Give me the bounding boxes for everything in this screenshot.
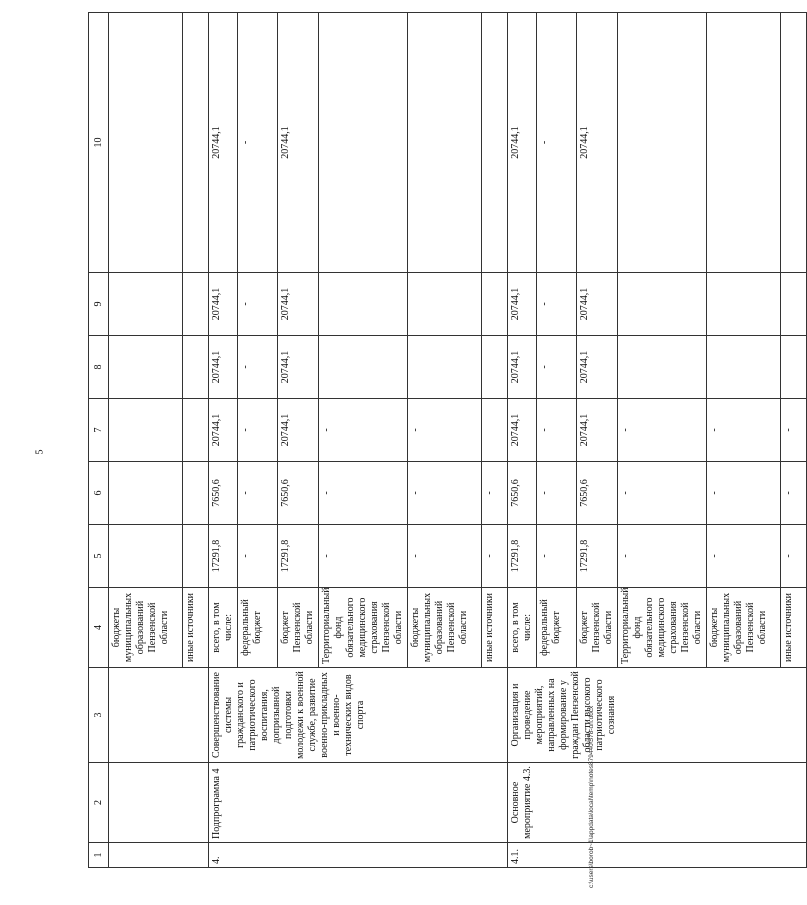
value-cell: 20744,1 bbox=[577, 13, 618, 273]
value-cell: - bbox=[781, 525, 807, 588]
source-cell: бюджеты муниципальных образований Пензенской области bbox=[109, 588, 183, 668]
value-cell: - bbox=[408, 462, 482, 525]
rotated-table-wrapper bbox=[88, 13, 794, 868]
value-cell bbox=[707, 13, 781, 273]
source-cell: бюджеты муниципальных образований Пензенской области bbox=[707, 588, 781, 668]
program-name: Подпрограмма 4 bbox=[209, 763, 508, 843]
source-cell: иные источники bbox=[482, 588, 508, 668]
value-cell: - bbox=[238, 399, 278, 462]
value-cell bbox=[109, 462, 183, 525]
value-cell: - bbox=[537, 399, 577, 462]
value-cell bbox=[183, 273, 209, 336]
file-path-footer: c:\users\borob~1\appdata\local\temp\notes879440\578-un.docx bbox=[588, 705, 595, 888]
value-cell: 20744,1 bbox=[278, 336, 319, 399]
value-cell: 17291,8 bbox=[278, 525, 319, 588]
col-header: 5 bbox=[89, 525, 109, 588]
value-cell bbox=[781, 13, 807, 273]
value-cell bbox=[319, 336, 408, 399]
value-cell: 20744,1 bbox=[508, 336, 537, 399]
value-cell bbox=[408, 336, 482, 399]
value-cell: - bbox=[238, 525, 278, 588]
value-cell bbox=[109, 336, 183, 399]
value-cell: 20744,1 bbox=[508, 13, 537, 273]
value-cell bbox=[482, 336, 508, 399]
value-cell bbox=[408, 13, 482, 273]
cell-empty bbox=[109, 668, 209, 763]
value-cell: - bbox=[537, 336, 577, 399]
source-cell: всего, в том числе: bbox=[209, 588, 238, 668]
value-cell: - bbox=[707, 525, 781, 588]
value-cell: - bbox=[707, 399, 781, 462]
source-cell: бюджет Пензенской области bbox=[278, 588, 319, 668]
value-cell bbox=[183, 462, 209, 525]
value-cell bbox=[183, 525, 209, 588]
value-cell: - bbox=[781, 462, 807, 525]
value-cell bbox=[109, 273, 183, 336]
value-cell bbox=[109, 525, 183, 588]
source-cell: Территориальный фонд обязательного медицинского страхования Пензенской области bbox=[618, 588, 707, 668]
value-cell: - bbox=[238, 462, 278, 525]
value-cell: - bbox=[618, 399, 707, 462]
value-cell: 20744,1 bbox=[278, 13, 319, 273]
value-cell bbox=[781, 336, 807, 399]
source-cell: иные источники bbox=[183, 588, 209, 668]
value-cell: 20744,1 bbox=[508, 273, 537, 336]
value-cell bbox=[618, 336, 707, 399]
table-row bbox=[508, 13, 537, 868]
header-row bbox=[89, 13, 109, 868]
financing-table bbox=[88, 12, 807, 868]
col-header: 4 bbox=[89, 588, 109, 668]
value-cell bbox=[482, 399, 508, 462]
value-cell: 20744,1 bbox=[508, 399, 537, 462]
value-cell bbox=[618, 273, 707, 336]
value-cell: - bbox=[618, 525, 707, 588]
col-header: 2 bbox=[89, 763, 109, 843]
cell-empty bbox=[109, 843, 209, 868]
row-number: 4. bbox=[209, 843, 508, 868]
value-cell bbox=[707, 336, 781, 399]
program-title: Организация и проведение мероприятий, направленных на формирование у граждан Пензенской области высокого патриотического сознания bbox=[508, 668, 807, 763]
source-cell: федеральный бюджет bbox=[537, 588, 577, 668]
col-header: 6 bbox=[89, 462, 109, 525]
source-cell: федеральный бюджет bbox=[238, 588, 278, 668]
value-cell: - bbox=[238, 273, 278, 336]
program-title: Совершенствование системы гражданского и патриотического воспитания, допризывной подготовки молодежи к военной службе, развитие военно-прикладных и военно-технических видов спорта bbox=[209, 668, 508, 763]
table-row bbox=[209, 13, 238, 868]
value-cell: - bbox=[618, 462, 707, 525]
value-cell bbox=[408, 273, 482, 336]
row-number: 4.1. bbox=[508, 843, 807, 868]
value-cell bbox=[482, 273, 508, 336]
value-cell: 20744,1 bbox=[209, 336, 238, 399]
col-header: 9 bbox=[89, 273, 109, 336]
value-cell bbox=[183, 13, 209, 273]
col-header: 10 bbox=[89, 13, 109, 273]
col-header: 7 bbox=[89, 399, 109, 462]
source-cell: всего, в том числе: bbox=[508, 588, 537, 668]
value-cell bbox=[482, 13, 508, 273]
source-cell: бюджет Пензенской области bbox=[577, 588, 618, 668]
value-cell bbox=[109, 399, 183, 462]
value-cell: - bbox=[408, 525, 482, 588]
value-cell: 20744,1 bbox=[278, 273, 319, 336]
value-cell: - bbox=[319, 525, 408, 588]
col-header: 8 bbox=[89, 336, 109, 399]
value-cell: 20744,1 bbox=[209, 13, 238, 273]
value-cell: - bbox=[537, 525, 577, 588]
value-cell: - bbox=[707, 462, 781, 525]
source-cell: Территориальный фонд обязательного медицинского страхования Пензенской области bbox=[319, 588, 408, 668]
value-cell: - bbox=[238, 13, 278, 273]
value-cell bbox=[319, 13, 408, 273]
value-cell: - bbox=[537, 462, 577, 525]
value-cell bbox=[109, 13, 183, 273]
program-name: Основное мероприятие 4.3. bbox=[508, 763, 807, 843]
value-cell: 7650,6 bbox=[278, 462, 319, 525]
source-cell: иные источники bbox=[781, 588, 807, 668]
value-cell: - bbox=[537, 13, 577, 273]
value-cell: 17291,8 bbox=[577, 525, 618, 588]
value-cell: 20744,1 bbox=[577, 336, 618, 399]
source-cell: бюджеты муниципальных образований Пензенской области bbox=[408, 588, 482, 668]
value-cell: 20744,1 bbox=[209, 273, 238, 336]
page-number: 5 bbox=[34, 449, 46, 455]
value-cell: - bbox=[319, 399, 408, 462]
col-header: 3 bbox=[89, 668, 109, 763]
value-cell: - bbox=[482, 525, 508, 588]
col-header: 1 bbox=[89, 843, 109, 868]
value-cell: 17291,8 bbox=[508, 525, 537, 588]
value-cell: 20744,1 bbox=[577, 273, 618, 336]
value-cell: 7650,6 bbox=[577, 462, 618, 525]
table-row bbox=[109, 13, 183, 868]
value-cell: 7650,6 bbox=[508, 462, 537, 525]
value-cell: 20744,1 bbox=[209, 399, 238, 462]
value-cell: - bbox=[408, 399, 482, 462]
value-cell: - bbox=[238, 336, 278, 399]
value-cell: 20744,1 bbox=[278, 399, 319, 462]
value-cell: - bbox=[537, 273, 577, 336]
value-cell: 20744,1 bbox=[577, 399, 618, 462]
value-cell bbox=[618, 13, 707, 273]
value-cell bbox=[183, 336, 209, 399]
value-cell bbox=[319, 273, 408, 336]
value-cell: - bbox=[482, 462, 508, 525]
value-cell bbox=[781, 273, 807, 336]
value-cell: - bbox=[319, 462, 408, 525]
value-cell: - bbox=[781, 399, 807, 462]
value-cell bbox=[183, 399, 209, 462]
cell-empty bbox=[109, 763, 209, 843]
value-cell: 7650,6 bbox=[209, 462, 238, 525]
value-cell: 17291,8 bbox=[209, 525, 238, 588]
value-cell bbox=[707, 273, 781, 336]
